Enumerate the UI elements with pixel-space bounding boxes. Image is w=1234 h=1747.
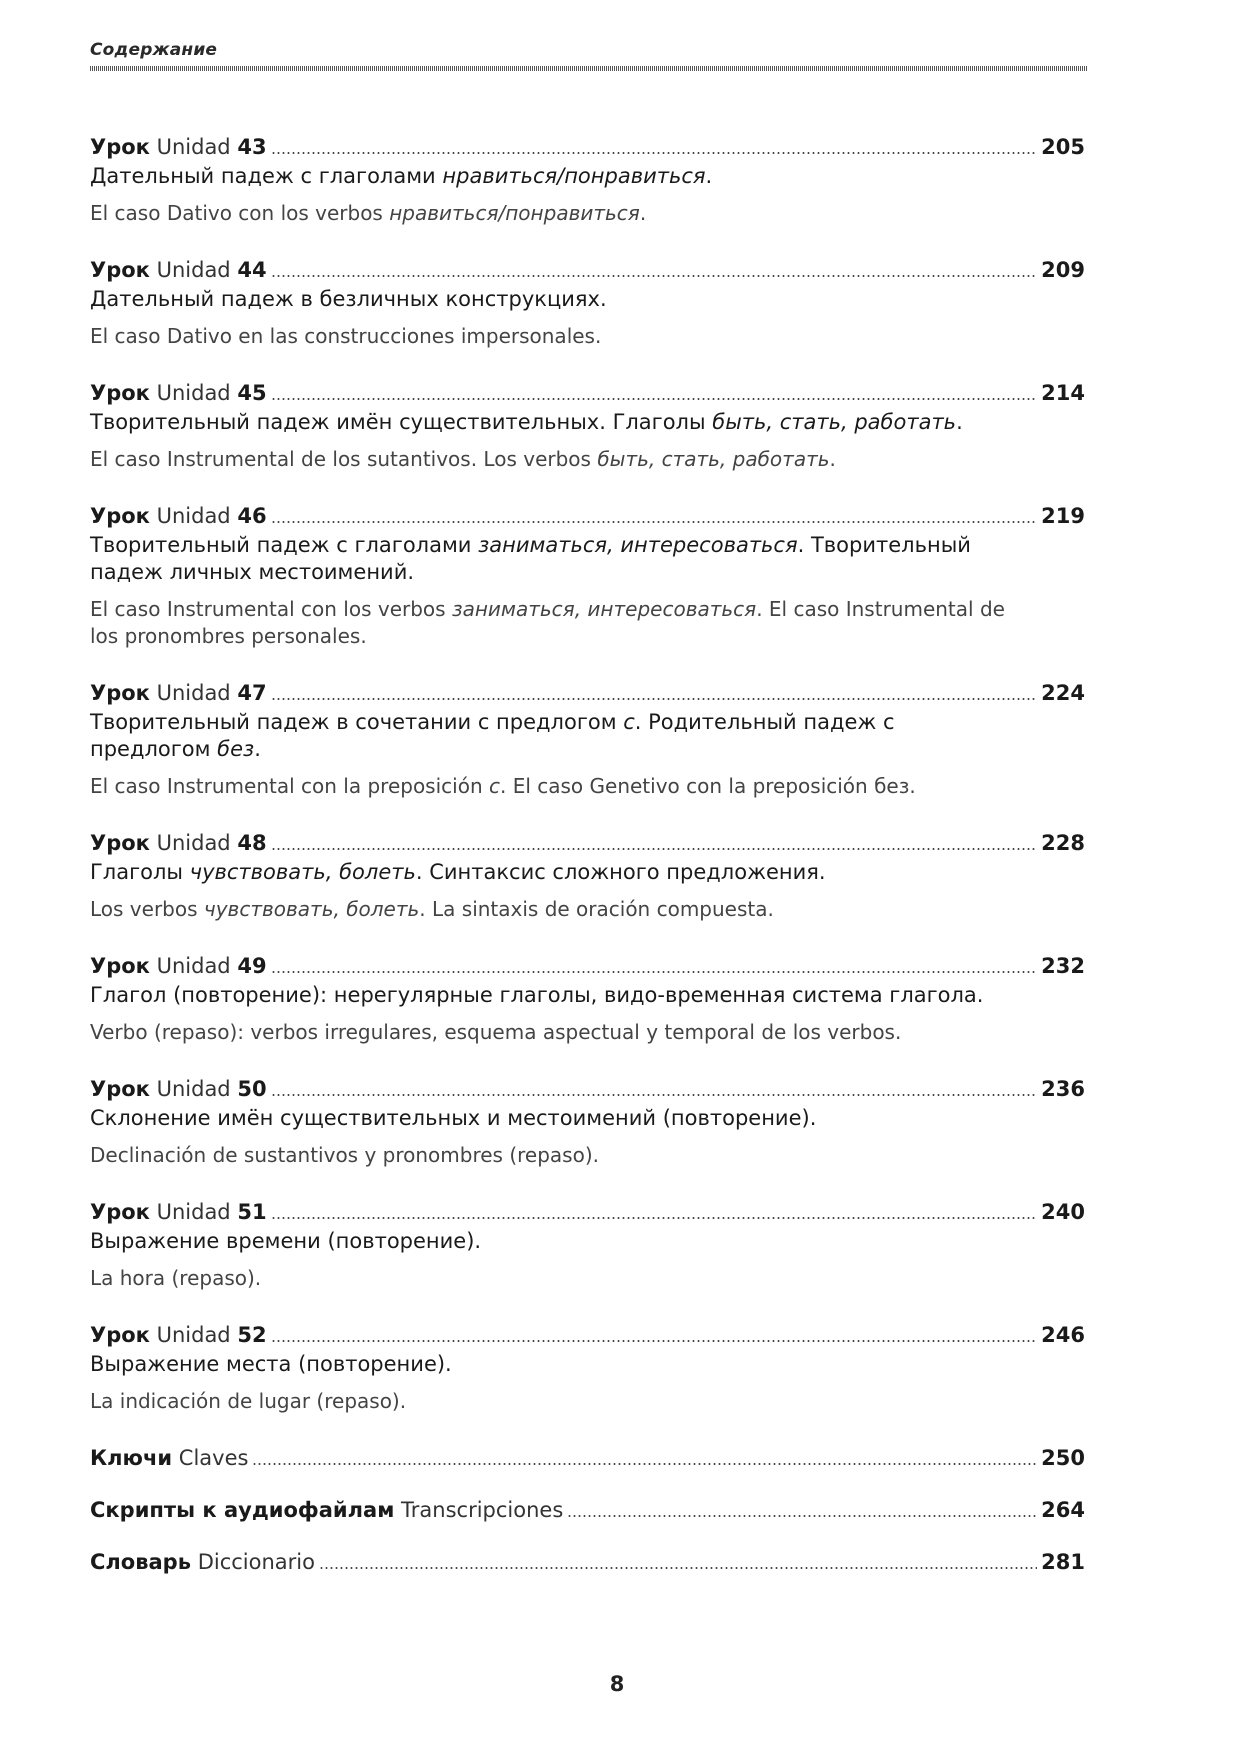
page-ref: 246: [1041, 1323, 1085, 1347]
leader-dots: [271, 275, 1038, 277]
header-rule: [90, 66, 1088, 71]
toc-entry-heading: [90, 679, 1085, 707]
spanish-title: [90, 896, 1020, 923]
lesson-label: [90, 502, 267, 530]
lesson-es-label: Unidad: [156, 258, 231, 282]
appendix-es-label: Diccionario: [197, 1550, 315, 1574]
spanish-title: [90, 1265, 1020, 1292]
lesson-label: [90, 1321, 267, 1349]
lesson-label: [90, 829, 267, 857]
title-text: Выражение места (повторение).: [90, 1352, 452, 1376]
appendix-es-label: Claves: [178, 1446, 249, 1470]
title-text: .: [956, 410, 963, 434]
russian-title: [90, 709, 1020, 763]
title-text: Дательный падеж с глаголами: [90, 164, 443, 188]
appendix-label: [90, 1444, 248, 1472]
title-text: . Родительный падеж с предлогом: [90, 710, 895, 761]
spanish-title: [90, 1388, 1020, 1415]
toc-entry-heading: [90, 379, 1085, 407]
toc-entry-heading: [90, 256, 1085, 284]
lesson-label: [90, 952, 267, 980]
title-text: .: [829, 447, 836, 471]
lesson-ru-label: Урок: [90, 954, 150, 978]
title-text: .: [705, 164, 713, 188]
title-text: El caso Dativo con los verbos: [90, 201, 390, 225]
title-text: La hora (repaso).: [90, 1266, 262, 1290]
toc-entry-heading: [90, 952, 1085, 980]
toc-entry[interactable]: [90, 1321, 1085, 1415]
title-text: Творительный падеж с глаголами: [90, 533, 479, 557]
title-text: Творительный падеж имён существительных. Глаголы: [90, 410, 713, 434]
italic-term: быть, стать, работать: [597, 447, 830, 471]
appendix-ru-label: Скрипты к аудиофайлам: [90, 1498, 395, 1522]
appendix-label: [90, 1496, 563, 1524]
title-text: Los verbos: [90, 897, 204, 921]
appendix-ru-label: Ключи: [90, 1446, 173, 1470]
page-ref: 240: [1041, 1200, 1085, 1224]
lesson-es-label: Unidad: [156, 831, 231, 855]
lesson-number: 44: [237, 258, 267, 282]
italic-term: чувствовать, болеть: [189, 860, 416, 884]
leader-dots: [271, 971, 1038, 973]
title-text: El caso Instrumental con los verbos: [90, 597, 452, 621]
italic-term: чувствовать, болеть: [203, 897, 420, 921]
lesson-es-label: Unidad: [156, 681, 231, 705]
leader-dots: [567, 1515, 1037, 1517]
russian-title: [90, 409, 1020, 436]
italic-term: без: [217, 737, 255, 761]
italic-term: быть, стать, работать: [712, 410, 957, 434]
page-ref: 281: [1041, 1550, 1085, 1574]
russian-title: [90, 1228, 1020, 1255]
leader-dots: [271, 1217, 1038, 1219]
russian-title: [90, 859, 1020, 886]
title-text: La indicación de lugar (repaso).: [90, 1389, 407, 1413]
title-text: .: [254, 737, 261, 761]
page-ref: 214: [1041, 381, 1085, 405]
lesson-ru-label: Урок: [90, 831, 150, 855]
lesson-ru-label: Урок: [90, 135, 150, 159]
toc-entry-heading: [90, 502, 1085, 530]
page-ref: 209: [1041, 258, 1085, 282]
lesson-ru-label: Урок: [90, 1200, 150, 1224]
lesson-es-label: Unidad: [156, 1077, 231, 1101]
table-of-contents: [90, 133, 1085, 1600]
toc-entry-appendix[interactable]: [90, 1548, 1085, 1576]
russian-title: [90, 982, 1020, 1009]
toc-entry-heading: [90, 829, 1085, 857]
title-text: Склонение имён существительных и местоимений (повторение).: [90, 1106, 817, 1130]
italic-term: заниматься, интересоваться: [451, 597, 757, 621]
italic-term: с: [488, 774, 500, 798]
lesson-number: 51: [237, 1200, 267, 1224]
toc-entry[interactable]: [90, 1075, 1085, 1169]
lesson-es-label: Unidad: [156, 135, 231, 159]
italic-term: нравиться/понравиться: [442, 164, 706, 188]
page-number: 8: [609, 1672, 625, 1696]
toc-entry-heading: [90, 133, 1085, 161]
title-text: El caso Dativo en las construcciones impersonales.: [90, 324, 602, 348]
lesson-number: 50: [237, 1077, 267, 1101]
page-ref: 224: [1041, 681, 1085, 705]
title-text: El caso Instrumental con la preposición: [90, 774, 489, 798]
lesson-ru-label: Урок: [90, 1323, 150, 1347]
lesson-label: [90, 133, 267, 161]
page-ref: 250: [1041, 1446, 1085, 1470]
italic-term: заниматься, интересоваться: [478, 533, 798, 557]
lesson-es-label: Unidad: [156, 504, 231, 528]
lesson-number: 48: [237, 831, 267, 855]
toc-entry-heading: [90, 1321, 1085, 1349]
appendix-es-label: Transcripciones: [401, 1498, 564, 1522]
toc-entry-appendix[interactable]: [90, 1444, 1085, 1472]
leader-dots: [271, 1340, 1038, 1342]
title-text: Declinación de sustantivos y pronombres (repaso).: [90, 1143, 599, 1167]
russian-title: [90, 1105, 1020, 1132]
leader-dots: [319, 1567, 1037, 1569]
appendix-label: [90, 1548, 315, 1576]
leader-dots: [252, 1463, 1037, 1465]
lesson-number: 47: [237, 681, 267, 705]
page-ref: 205: [1041, 135, 1085, 159]
title-text: Творительный падеж в сочетании с предлогом: [90, 710, 624, 734]
lesson-number: 46: [237, 504, 267, 528]
italic-term: нравиться/понравиться: [389, 201, 640, 225]
spanish-title: [90, 596, 1020, 650]
page-header: [90, 40, 1088, 71]
toc-entry[interactable]: [90, 679, 1085, 800]
title-text: . Творительный падеж личных местоимений.: [90, 533, 971, 584]
russian-title: [90, 1351, 1020, 1378]
title-text: .: [639, 201, 647, 225]
leader-dots: [271, 698, 1038, 700]
spanish-title: [90, 1019, 1020, 1046]
toc-entry-heading: [90, 1198, 1085, 1226]
leader-dots: [271, 848, 1038, 850]
title-text: El caso Instrumental de los sutantivos. Los verbos: [90, 447, 598, 471]
toc-entry[interactable]: [90, 379, 1085, 473]
appendix-ru-label: Словарь: [90, 1550, 191, 1574]
title-text: Глагол (повторение): нерегулярные глаголы, видо-временная система глагола.: [90, 983, 984, 1007]
lesson-label: [90, 1075, 267, 1103]
toc-entry[interactable]: [90, 829, 1085, 923]
page-ref: 219: [1041, 504, 1085, 528]
leader-dots: [271, 1094, 1038, 1096]
lesson-label: [90, 379, 267, 407]
page-ref: 264: [1041, 1498, 1085, 1522]
lesson-number: 52: [237, 1323, 267, 1347]
italic-term: с: [623, 710, 635, 734]
leader-dots: [271, 521, 1038, 523]
lesson-number: 49: [237, 954, 267, 978]
spanish-title: [90, 200, 1020, 227]
title-text: . La sintaxis de oración compuesta.: [419, 897, 774, 921]
russian-title: [90, 163, 1020, 190]
title-text: Дательный падеж в безличных конструкциях.: [90, 287, 607, 311]
spanish-title: [90, 773, 1020, 800]
title-text: Выражение времени (повторение).: [90, 1229, 482, 1253]
title-text: . Синтаксис сложного предложения.: [415, 860, 826, 884]
lesson-es-label: Unidad: [156, 954, 231, 978]
toc-entry-appendix[interactable]: [90, 1496, 1085, 1524]
lesson-es-label: Unidad: [156, 1323, 231, 1347]
spanish-title: [90, 1142, 1020, 1169]
toc-entry[interactable]: [90, 256, 1085, 350]
lesson-ru-label: Урок: [90, 258, 150, 282]
lesson-number: 43: [237, 135, 267, 159]
lesson-es-label: Unidad: [156, 1200, 231, 1224]
page-ref: 228: [1041, 831, 1085, 855]
toc-entry[interactable]: [90, 1198, 1085, 1292]
lesson-label: [90, 256, 267, 284]
lesson-es-label: Unidad: [156, 381, 231, 405]
lesson-ru-label: Урок: [90, 504, 150, 528]
spanish-title: [90, 323, 1020, 350]
toc-entry[interactable]: [90, 952, 1085, 1046]
lesson-ru-label: Урок: [90, 1077, 150, 1101]
spanish-title: [90, 446, 1020, 473]
lesson-ru-label: Урок: [90, 381, 150, 405]
lesson-label: [90, 679, 267, 707]
page-ref: 236: [1041, 1077, 1085, 1101]
lesson-number: 45: [237, 381, 267, 405]
header-title: Содержание: [90, 40, 218, 60]
lesson-ru-label: Урок: [90, 681, 150, 705]
lesson-label: [90, 1198, 267, 1226]
title-text: . El caso Instrumental de los pronombres personales.: [90, 597, 1005, 648]
leader-dots: [271, 398, 1038, 400]
title-text: Глаголы: [90, 860, 190, 884]
russian-title: [90, 286, 1020, 313]
toc-entry-heading: [90, 1075, 1085, 1103]
toc-entry[interactable]: [90, 502, 1085, 650]
title-text: . El caso Genetivo con la preposición без.: [499, 774, 916, 798]
toc-entry-heading: [90, 1496, 1085, 1524]
russian-title: [90, 532, 1020, 586]
toc-entry[interactable]: [90, 133, 1085, 227]
title-text: Verbo (repaso): verbos irregulares, esquema aspectual y temporal de los verbos.: [90, 1020, 902, 1044]
toc-entry-heading: [90, 1444, 1085, 1472]
leader-dots: [271, 152, 1038, 154]
page-ref: 232: [1041, 954, 1085, 978]
toc-entry-heading: [90, 1548, 1085, 1576]
